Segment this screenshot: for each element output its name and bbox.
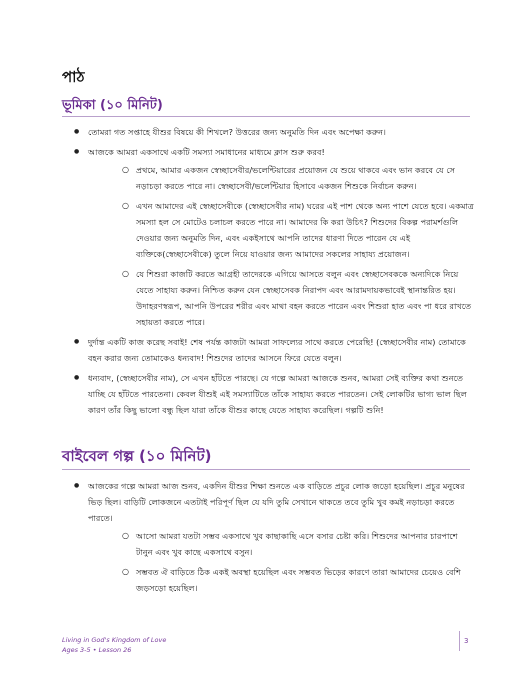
page-number: 3	[464, 637, 469, 645]
footer-course-title: Living in God's Kingdom of Love	[62, 636, 167, 644]
footer-lesson-info: Ages 3-5 • Lesson 26	[62, 646, 132, 654]
sub-list-item: ○ প্রথমে, আমার একজন স্বেচ্ছাসেবীর/ভলেন্টিয়ারের প্রয়োজন যে শুয়ে থাকবে এবং ভান করবে যে সে নড়াচড়া করতে পারে না। স্বেচ্ছাসেবী/ভলেন্টিয়ার হিসাবে একজন শিশুকে নির্বাচন করুন।	[114, 162, 474, 194]
section-heading-bible-story: বাইবেল গল্প (১০ মিনিট)	[62, 447, 212, 465]
list-item: ● আজকের গল্পে আমরা আজ শুনব, একদিন যীশুর শিক্ষা শুনতে এক বাড়িতে প্রচুর লোক জড়ো হয়েছিল। প্রচুর মনুষের ভিড় ছিল। বাড়িটি লোকজনে এতটাই পরিপূর্ণ ছিল যে যদি তুমি সেখানে থাকতে তবে তুমি খুব কমই নড়াচড়া করতে পারতে। ○ আসো আমরা যতটা সম্ভব একসাথে খুব কাছাকাছি এসে বসার চেষ্টা করি। শিশুদের আপনার চারপাশে টানুন এবং খুব কাছে একসাথে বসুন। ○ সম্ভবত ঐ বাড়িতে ঠিক একই অবস্থা হয়েছিল এবং সম্ভবত ভিড়ের কারণে তারা আমাদের চেয়েও বেশি জড়সড়ো হয়েছিল।	[62, 478, 474, 596]
section-divider	[62, 116, 470, 117]
list-item: ● দুর্দান্ত একটি কাজ করেছ সবাই! শেষ পর্যন্ত কাজটা আমরা সাফল্যের সাথে করতে পেরেছি! (স্বেচ্ছাসেবীর নাম) তোমাকে বহন করার জন্য তোমাকেও ধন্যবাদ! শিশুদের তাদের আসনে ফিরে যেতে বলুন।	[62, 334, 474, 366]
sub-list-item: ○ এখন আমাদের এই স্বেচ্ছাসেবীকে (স্বেচ্ছাসেবীর নাম) ঘরের এই পাশ থেকে অন্য পাশে যেতে হবে। একমাত্র সমস্যা হল সে মোটেও চলাচল করতে পারে না। আমাদের কি করা উচিৎ? শিশুদের বিকল্প পরামর্শগুলি দেওয়ার জন্য অনুমতি দিন, এবং একইসাথে আপনি তাদের ধারণা দিতে পারেন যে এই ব্যক্তিকে(স্বেচ্ছাসেবীকে) তুলে নিয়ে যাওয়ার জন্য আমাদের সকলের সাহায্য প্রয়োজন।	[114, 198, 474, 262]
list-item: ● আজকে আমরা একসাথে একটি সমস্যা সমাধানের মাধ্যমে ক্লাস শুরু করব! ○ প্রথমে, আমার একজন স্বেচ্ছাসেবীর/ভলেন্টিয়ারের প্রয়োজন যে শুয়ে থাকবে এবং ভান করবে যে সে নড়াচড়া করতে পারে না। স্বেচ্ছাসেবী/ভলেন্টিয়ার হিসাবে একজন শিশুকে নির্বাচন করুন। ○ এখন আমাদের এই স্বেচ্ছাসেবীকে (স্বেচ্ছাসেবীর নাম) ঘরের এই পাশ থেকে অন্য পাশে যেতে হবে। একমাত্র সমস্যা হল সে মোটেও চলাচল করতে পারে না। আমাদের কি করা উচিৎ? শিশুদের বিকল্প পরামর্শগুলি দেওয়ার জন্য অনুমতি দিন, এবং একইসাথে আপনি তাদের ধারণা দিতে পারেন যে এই ব্যক্তিকে(স্বেচ্ছাসেবীকে) তুলে নিয়ে যাওয়ার জন্য আমাদের সকলের সাহায্য প্রয়োজন। ○ যে শিশুরা কাজটি করতে আগ্রহী তাদেরকে এগিয়ে আসতে বলুন এবং স্বেচ্ছাসেবককে অন্যদিকে নিয়ে যেতে সাহায্য করুন। নিশ্চিত করুন যেন স্বেচ্ছাসেবক নিরাপদ এবং আরামদায়কভাবেই স্থানান্তরিত হয়। উদাহরণস্বরূপ, আপনি উপরের শরীর এবং মাথা বহন করতে পারেন এবং শিশুরা হাত এবং পা ধরে রাখতে সহায়তা করতে পারে।	[62, 144, 474, 330]
list-item: ● ধন্যবাদ, (স্বেচ্ছাসেবীর নাম), সে এখন হাঁটতে পারছে। যে গল্পে আমরা আজকে শুনব, আমরা সেই ব্যক্তির কথা শুনতে যাচ্ছি যে হাঁটতে পারতেনা। কেবল যীশুই এই সমস্যাটিতে তাঁকে সাহায্য করতে পারতেন। সেই লোকটির ভাগ্য ভাল ছিল কারণ তাঁর কিছু ভালো বন্ধু ছিল যারা তাঁকে যীশুর কাছে যেতে সাহায্য করেছিল। গল্পটি শুনি!	[62, 370, 474, 418]
bible-story-list	[62, 478, 474, 600]
sub-list-item: ○ আসো আমরা যতটা সম্ভব একসাথে খুব কাছাকাছি এসে বসার চেষ্টা করি। শিশুদের আপনার চারপাশে টানুন এবং খুব কাছে একসাথে বসুন।	[114, 528, 474, 560]
sub-list-item: ○ সম্ভবত ঐ বাড়িতে ঠিক একই অবস্থা হয়েছিল এবং সম্ভবত ভিড়ের কারণে তারা আমাদের চেয়েও বেশি জড়সড়ো হয়েছিল।	[114, 564, 474, 596]
section-divider	[62, 469, 470, 470]
introduction-list	[62, 124, 474, 422]
footer-course-info	[62, 635, 166, 655]
lesson-title: পাঠ	[62, 68, 85, 86]
list-item: ● তোমরা গত সপ্তাহে যীশুর বিষয়ে কী শিখলে? উত্তরের জন্য অনুমতি দিন এবং অপেক্ষা করুন।	[62, 124, 474, 140]
footer-divider	[459, 631, 460, 651]
section-heading-introduction: ভূমিকা (১০ মিনিট)	[62, 98, 163, 113]
sub-list-item: ○ যে শিশুরা কাজটি করতে আগ্রহী তাদেরকে এগিয়ে আসতে বলুন এবং স্বেচ্ছাসেবককে অন্যদিকে নিয়ে যেতে সাহায্য করুন। নিশ্চিত করুন যেন স্বেচ্ছাসেবক নিরাপদ এবং আরামদায়কভাবেই স্থানান্তরিত হয়। উদাহরণস্বরূপ, আপনি উপরের শরীর এবং মাথা বহন করতে পারেন এবং শিশুরা হাত এবং পা ধরে রাখতে সহায়তা করতে পারে।	[114, 266, 474, 330]
